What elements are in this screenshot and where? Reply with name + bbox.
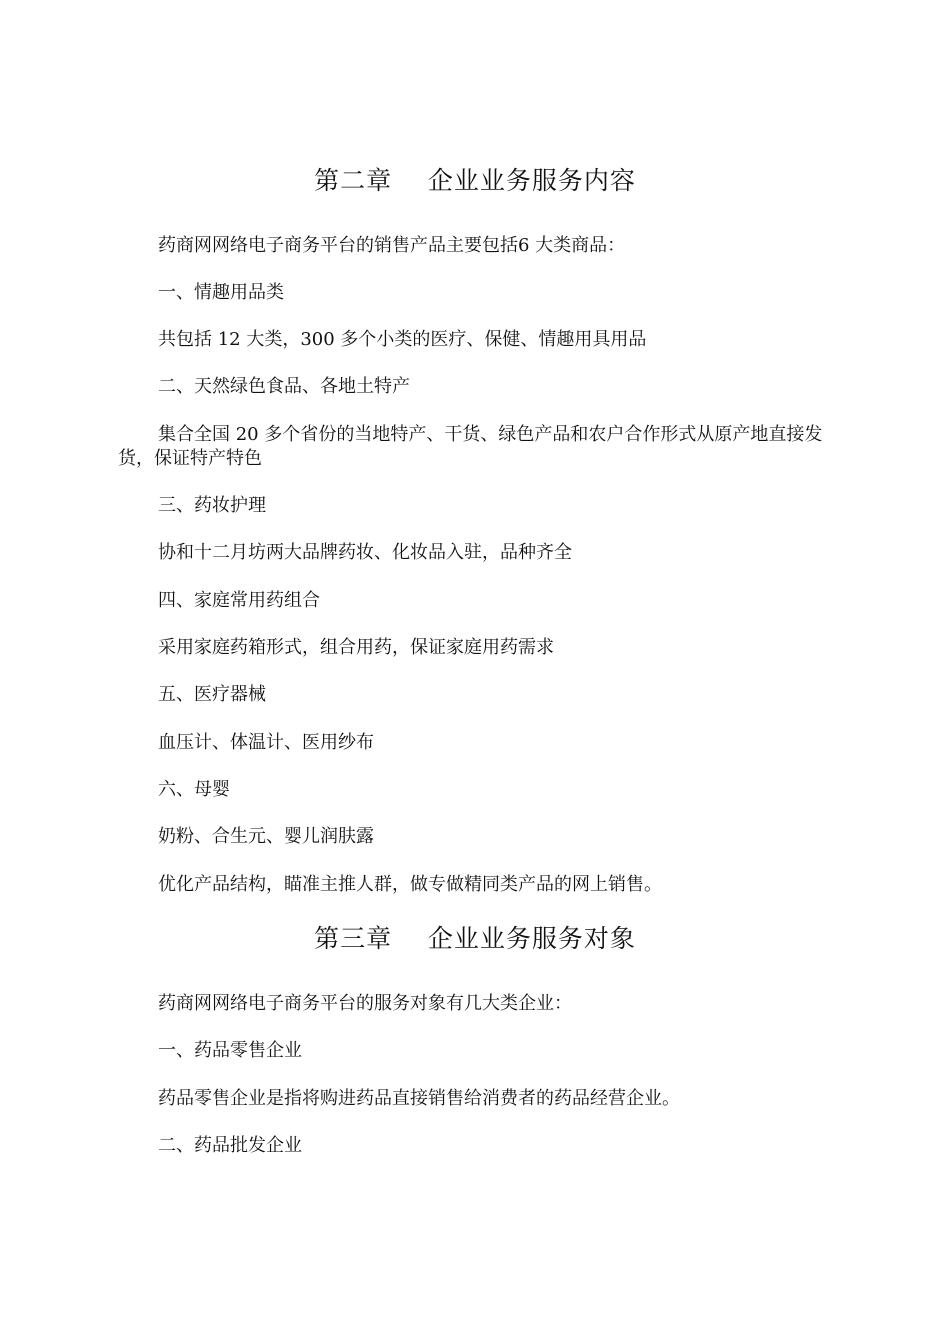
chapter-3-title: 第三章 企业业务服务对象 xyxy=(314,924,636,953)
category-1-desc: 共包括 12 大类，300 多个小类的医疗、保健、情趣用具用品 xyxy=(158,329,647,350)
chapter-2-title: 第二章 企业业务服务内容 xyxy=(314,166,636,195)
chapter-3-intro: 药商网网络电子商务平台的服务对象有几大类企业： xyxy=(158,993,572,1014)
category-2-desc: 集合全国 20 多个省份的当地特产、干货、绿色产品和农户合作形式从原产地直接发货，保证特产特色 xyxy=(118,424,823,469)
category-5-desc: 血压计、体温计、医用纱布 xyxy=(158,732,374,753)
category-4-heading: 四、家庭常用药组合 xyxy=(158,590,320,611)
category-4-desc: 采用家庭药箱形式，组合用药，保证家庭用药需求 xyxy=(158,637,554,658)
category-6-heading: 六、母婴 xyxy=(158,779,230,800)
category-6-desc: 奶粉、合生元、婴儿润肤露 xyxy=(158,826,374,847)
category-5-heading: 五、医疗器械 xyxy=(158,684,266,705)
chapter-2-summary: 优化产品结构，瞄准主推人群，做专做精同类产品的网上销售。 xyxy=(158,874,662,895)
chapter-2-intro: 药商网网络电子商务平台的销售产品主要包括6 大类商品： xyxy=(158,235,626,256)
category-3-desc: 协和十二月坊两大品牌药妆、化妆品入驻，品种齐全 xyxy=(158,542,572,563)
category-1-heading: 一、情趣用品类 xyxy=(158,282,284,303)
target-1-desc: 药品零售企业是指将购进药品直接销售给消费者的药品经营企业。 xyxy=(158,1088,680,1109)
target-1-heading: 一、药品零售企业 xyxy=(158,1040,302,1061)
category-3-heading: 三、药妆护理 xyxy=(158,495,266,516)
target-2-heading: 二、药品批发企业 xyxy=(158,1135,302,1156)
category-2-heading: 二、天然绿色食品、各地土特产 xyxy=(158,376,410,397)
